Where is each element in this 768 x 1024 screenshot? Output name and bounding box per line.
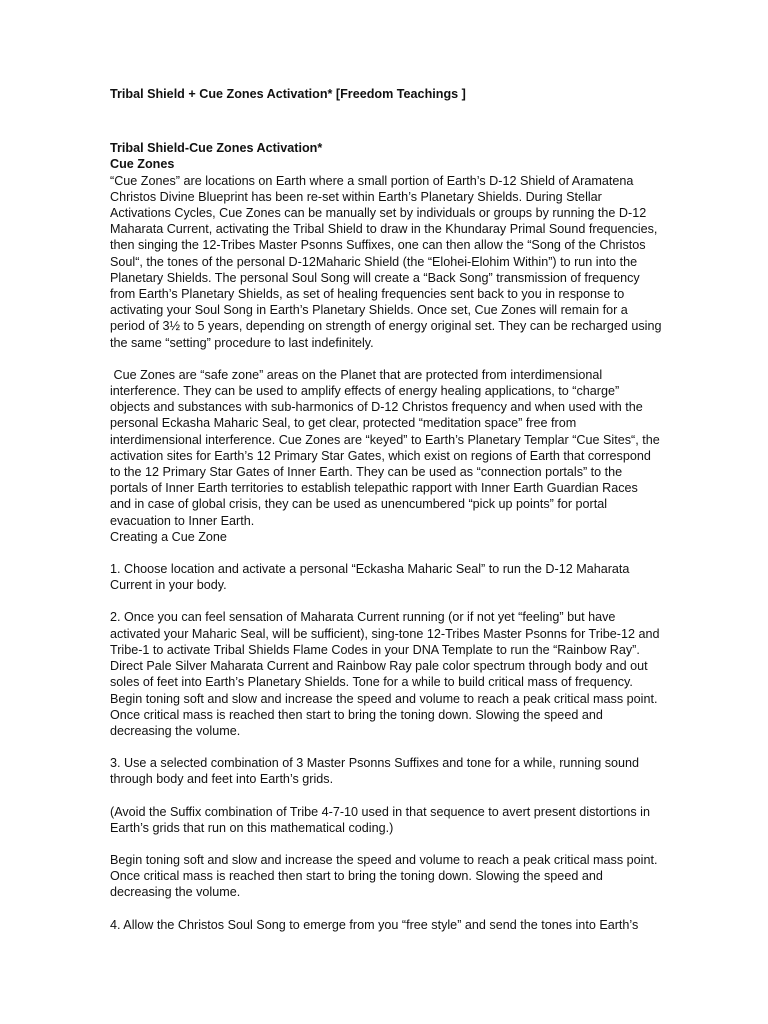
section-heading: Tribal Shield-Cue Zones Activation*	[110, 141, 323, 156]
step-3: 3. Use a selected combination of 3 Master Psonns Suffixes and tone for a while, running sound through body and feet into Earth’s grids.	[110, 756, 640, 787]
repeat-instruction: Begin toning soft and slow and increase the speed and volume to reach a peak critical mass point. Once critical mass is reached then start to bring the toning down. Slowing the speed and decreasing the volume.	[110, 852, 658, 900]
document-title: Tribal Shield + Cue Zones Activation* [Freedom Teachings ]	[110, 87, 466, 101]
paragraph-safe-zones: Cue Zones are “safe zone” areas on the Planet that are protected from interdimensional interference. They can be used to amplify effects of energy healing applications, to “charge” objects and substances with sub-harmonics of D-12 Christos frequency and when used with the personal Eckasha Maharic Seal, to get clear, protected “meditation space” free from interdimensional interference. Cue Zones are “keyed” to Earth’s Planetary Templar “Cue Sites“, the activation sites for Earth’s 12 Primary Star Gates, which exist on regions of Earth that correspond to the 12 Primary Star Gates of Inner Earth. They can be used as “connection portals” to the portals of Inner Earth territories to establish telepathic rapport with Inner Earth Guardian Races and in case of global crisis, they can be used as unencumbered “pick up points” for portal evacuation to Inner Earth.	[110, 367, 664, 528]
step-1: 1. Choose location and activate a personal “Eckasha Maharic Seal” to run the D-12 Maharata Current in your body.	[110, 562, 630, 593]
subheading-cue-zones: Cue Zones	[110, 157, 175, 172]
step-2: 2. Once you can feel sensation of Maharata Current running (or if not yet “feeling” but have activated your Maharic Seal, will be sufficient), sing-tone 12-Tribes Master Psonns for Tribe-12 and Tribe-1 to activate Tribal Shields Flame Codes in your DNA Template to run the “Rainbow Ray”. Direct Pale Silver Maharata Current and Rainbow Ray pale color spectrum through body and out soles of feet into Earth’s Planetary Shields. Tone for a while to build critical mass of frequency. Begin toning soft and slow and increase the speed and volume to reach a peak critical mass point. Once critical mass is reached then start to bring the toning down. Slowing the speed and decreasing the volume.	[110, 610, 660, 738]
step-4: 4. Allow the Christos Soul Song to emerge from you “free style” and send the tones into Earth’s	[110, 917, 639, 932]
heading-creating-cue-zone: Creating a Cue Zone	[110, 529, 227, 544]
paragraph-cue-zones-definition: “Cue Zones” are locations on Earth where a small portion of Earth’s D-12 Shield of Aramatena Christos Divine Blueprint has been re-set within Earth’s Planetary Shields. During Stellar Activations Cycles, Cue Zones can be manually set by individuals or groups by running the D-12 Maharata Current, activating the Tribal Shield to draw in the Khundaray Primal Sound frequencies, then singing the 12-Tribes Master Psonns Suffixes, one can then allow the “Song of the Christos Soul“, the tones of the personal D-12Maharic Shield (the “Elohei-Elohim Within”) to run into the Planetary Shields. The personal Soul Song will create a “Back Song” transmission of frequency from Earth’s Planetary Shields, as set of healing frequencies sent back to you in response to activating your Soul Song in Earth’s Planetary Shields. Once set, Cue Zones will remain for a period of 3½ to 5 years, depending on strength of energy original set. They can be recharged using the same “setting” procedure to last indefinitely.	[110, 173, 662, 350]
document-page	[110, 86, 662, 933]
spacer	[110, 102, 662, 140]
note-avoid-suffix: (Avoid the Suffix combination of Tribe 4-7-10 used in that sequence to avert present distortions in Earth’s grids that run on this mathematical coding.)	[110, 804, 650, 835]
